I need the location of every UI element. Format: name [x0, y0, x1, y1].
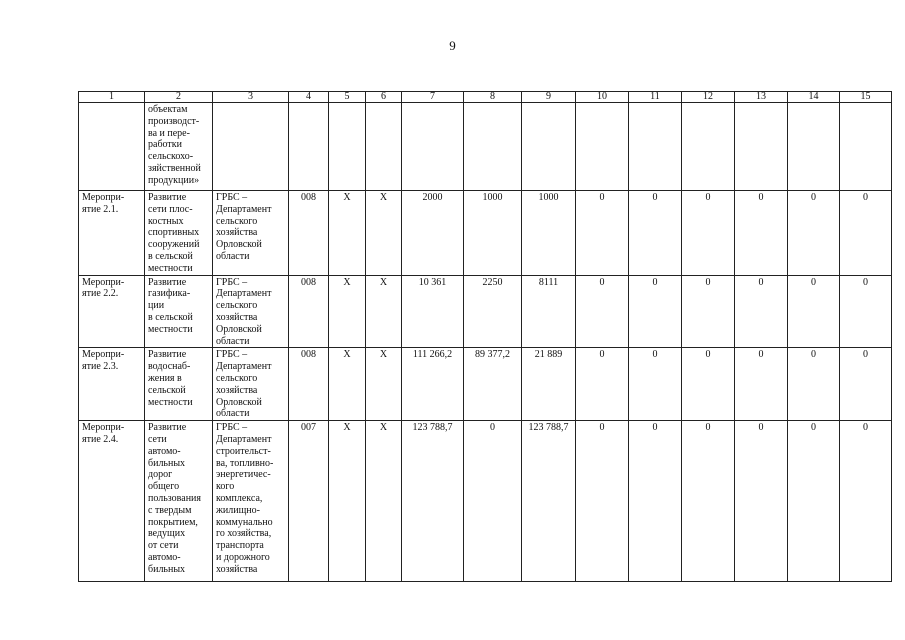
header-cell: 8	[464, 92, 522, 103]
header-cell: 11	[629, 92, 682, 103]
header-cell: 9	[522, 92, 576, 103]
value-cell: Х	[329, 275, 366, 348]
header-cell: 3	[213, 92, 289, 103]
table-row	[79, 275, 892, 348]
measure-id-cell	[79, 103, 145, 191]
value-cell: 0	[840, 348, 892, 421]
table-row	[79, 191, 892, 276]
value-cell	[402, 103, 464, 191]
code-cell: 008	[289, 191, 329, 276]
value-cell: 10 361	[402, 275, 464, 348]
value-cell: 2250	[464, 275, 522, 348]
header-cell: 5	[329, 92, 366, 103]
header-cell: 6	[366, 92, 402, 103]
table-row	[79, 348, 892, 421]
measure-name-cell: Развитие сети автомо- бильных дорог общего пользования с твердым покрытием, ведущих от сети автомо- бильных	[145, 421, 213, 582]
executor-cell: ГРБС – Департамент сельского хозяйства Орловской области	[213, 275, 289, 348]
value-cell: 111 266,2	[402, 348, 464, 421]
value-cell: 0	[788, 275, 840, 348]
value-cell: 0	[682, 275, 735, 348]
measure-name-cell: Развитие газифика- ции в сельской местности	[145, 275, 213, 348]
value-cell: 21 889	[522, 348, 576, 421]
measure-id-cell: Меропри- ятие 2.3.	[79, 348, 145, 421]
value-cell: 0	[629, 421, 682, 582]
value-cell: 0	[576, 191, 629, 276]
header-cell: 10	[576, 92, 629, 103]
value-cell: 2000	[402, 191, 464, 276]
value-cell: Х	[329, 421, 366, 582]
executor-cell: ГРБС – Департамент сельского хозяйства Орловской области	[213, 348, 289, 421]
value-cell	[576, 103, 629, 191]
header-cell: 12	[682, 92, 735, 103]
code-cell: 008	[289, 348, 329, 421]
value-cell: Х	[366, 421, 402, 582]
executor-cell: ГРБС – Департамент строительст- ва, топливно- энергетичес- кого комплекса, жилищно- коммунально го хозяйства, транспорта и дорожного хозяйства	[213, 421, 289, 582]
value-cell: Х	[329, 191, 366, 276]
measure-name-cell: Развитие сети плос- костных спортивных сооружений в сельской местности	[145, 191, 213, 276]
measure-name-cell: объектам производст- ва и пере- работки сельскохо- зяйственной продукции»	[145, 103, 213, 191]
code-cell	[289, 103, 329, 191]
code-cell: 007	[289, 421, 329, 582]
value-cell: 0	[840, 191, 892, 276]
value-cell: 0	[629, 191, 682, 276]
header-cell: 13	[735, 92, 788, 103]
value-cell: 123 788,7	[402, 421, 464, 582]
value-cell: Х	[329, 348, 366, 421]
header-cell: 15	[840, 92, 892, 103]
value-cell: 0	[735, 421, 788, 582]
executor-cell	[213, 103, 289, 191]
measure-name-cell: Развитие водоснаб- жения в сельской местности	[145, 348, 213, 421]
value-cell: 1000	[522, 191, 576, 276]
header-cell: 7	[402, 92, 464, 103]
value-cell: 0	[788, 191, 840, 276]
measure-id-cell: Меропри- ятие 2.2.	[79, 275, 145, 348]
value-cell: 0	[576, 275, 629, 348]
measure-id-cell: Меропри- ятие 2.4.	[79, 421, 145, 582]
value-cell: 0	[788, 421, 840, 582]
value-cell: 0	[788, 348, 840, 421]
value-cell	[522, 103, 576, 191]
header-cell: 2	[145, 92, 213, 103]
value-cell: 0	[840, 421, 892, 582]
header-cell: 14	[788, 92, 840, 103]
value-cell	[464, 103, 522, 191]
value-cell: 0	[735, 191, 788, 276]
value-cell: 0	[682, 421, 735, 582]
header-cell: 1	[79, 92, 145, 103]
header-cell: 4	[289, 92, 329, 103]
value-cell: 0	[576, 421, 629, 582]
measure-id-cell: Меропри- ятие 2.1.	[79, 191, 145, 276]
value-cell: 0	[682, 348, 735, 421]
value-cell	[629, 103, 682, 191]
value-cell: Х	[366, 275, 402, 348]
table-row	[79, 103, 892, 191]
value-cell: 0	[840, 275, 892, 348]
value-cell: 123 788,7	[522, 421, 576, 582]
value-cell	[682, 103, 735, 191]
value-cell: 0	[464, 421, 522, 582]
value-cell: 0	[682, 191, 735, 276]
value-cell: 0	[629, 348, 682, 421]
value-cell: Х	[366, 191, 402, 276]
value-cell	[329, 103, 366, 191]
executor-cell: ГРБС – Департамент сельского хозяйства Орловской области	[213, 191, 289, 276]
value-cell: 8111	[522, 275, 576, 348]
value-cell: 1000	[464, 191, 522, 276]
program-measures-table	[78, 91, 892, 582]
value-cell	[366, 103, 402, 191]
table-row	[79, 421, 892, 582]
value-cell	[788, 103, 840, 191]
value-cell: 0	[576, 348, 629, 421]
value-cell: 0	[735, 275, 788, 348]
value-cell: 0	[629, 275, 682, 348]
value-cell: 0	[735, 348, 788, 421]
value-cell: Х	[366, 348, 402, 421]
page-number: 9	[449, 38, 456, 53]
value-cell	[735, 103, 788, 191]
code-cell: 008	[289, 275, 329, 348]
value-cell: 89 377,2	[464, 348, 522, 421]
value-cell	[840, 103, 892, 191]
header-row	[79, 92, 892, 103]
